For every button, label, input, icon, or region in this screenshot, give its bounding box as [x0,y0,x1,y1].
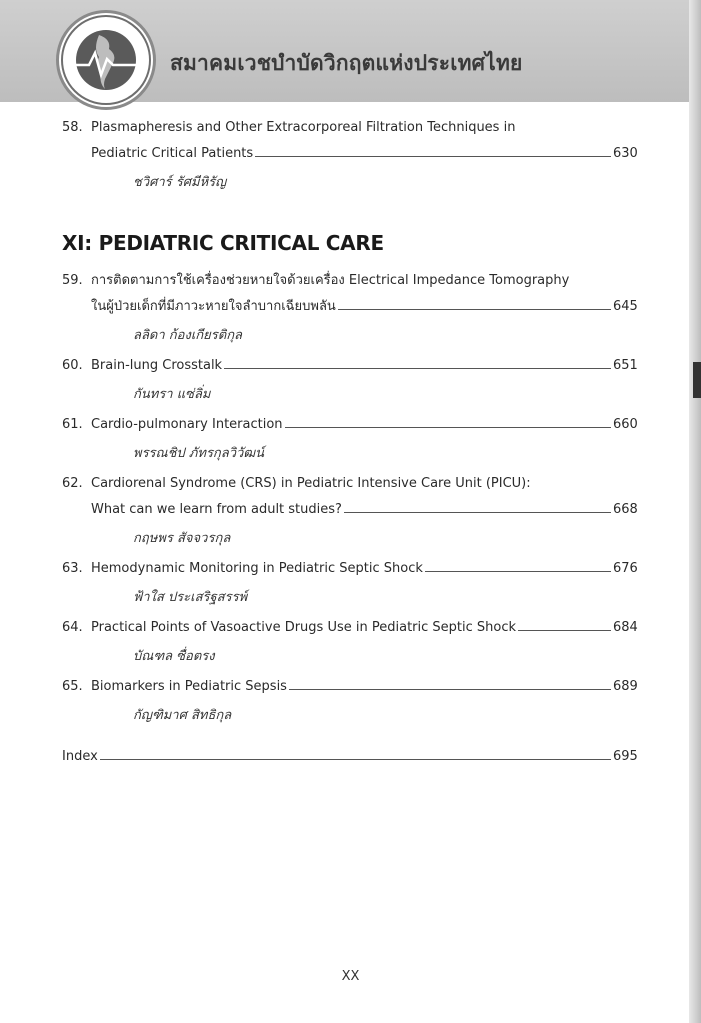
entry-title: การติดตามการใช้เครื่องช่วยหายใจด้วยเครื่อง Electrical Impedance Tomography [91,273,570,288]
entry-page: 676 [613,561,638,576]
toc-entry-65 [62,678,638,696]
toc-entry-62-line1 [62,475,635,493]
dot-leader [344,512,611,513]
entry-number: 61. [62,417,83,432]
page-edge [689,0,701,1023]
entry-page: 651 [613,358,638,373]
entry-author: บัณฑล ซื่อตรง [133,649,215,664]
entry-title: Hemodynamic Monitoring in Pediatric Septic Shock [91,561,423,576]
dot-leader [289,689,611,690]
entry-title: Cardio-pulmonary Interaction [91,417,283,432]
dot-leader [285,427,611,428]
entry-number: 58. [62,120,83,135]
toc-entry-58-line1 [62,119,635,137]
entry-page: 668 [613,502,638,517]
entry-author: ฟ้าใส ประเสริฐสรรพ์ [133,590,248,605]
entry-author: กัญฑิมาศ สิทธิกุล [133,708,232,723]
toc-entry-61 [62,416,638,434]
entry-number: 59. [62,273,83,288]
toc-entry-63 [62,560,638,578]
dot-leader [518,630,611,631]
entry-title: Biomarkers in Pediatric Sepsis [91,679,287,694]
entry-title: Practical Points of Vasoactive Drugs Use in Pediatric Septic Shock [91,620,517,635]
entry-title-cont: What can we learn from adult studies? [91,502,342,517]
dot-leader [224,368,611,369]
entry-author: ลลิดา ก้องเกียรติกุล [133,328,243,343]
dot-leader [100,759,611,760]
entry-number: 63. [62,561,83,576]
entry-number: 64. [62,620,83,635]
entry-title: Cardiorenal Syndrome (CRS) in Pediatric Intensive Care Unit (PICU): [91,476,531,491]
dot-leader [338,309,611,310]
entry-page: 645 [613,299,638,314]
entry-author: ชวิศาร์ รัศมีหิรัญ [133,175,227,190]
entry-author: กันทรา แซ่ลิ่ม [133,387,211,402]
toc-index [62,748,638,766]
toc-entry-59-line2 [62,298,638,316]
dot-leader [425,571,611,572]
toc-entry-58-line2 [62,145,638,163]
entry-author: พรรณชิป ภัทรกุลวิวัฒน์ [133,446,264,461]
toc-entry-64 [62,619,638,637]
entry-page: 689 [613,679,638,694]
entry-number: 65. [62,679,83,694]
entry-title-cont: Pediatric Critical Patients [91,146,254,161]
index-page: 695 [613,749,638,764]
entry-page: 684 [613,620,638,635]
toc-entry-59-line1 [62,272,635,290]
toc-entry-60 [62,357,638,375]
org-name: สมาคมเวชบำบัดวิกฤตแห่งประเทศไทย [170,51,523,75]
entry-title: Plasmapheresis and Other Extracorporeal Filtration Techniques in [91,120,516,135]
society-seal-logo [56,10,156,110]
page-edge-mark [693,362,701,398]
entry-page: 630 [613,146,638,161]
entry-number: 62. [62,476,83,491]
dot-leader [255,156,611,157]
toc-entry-62-line2 [62,501,638,519]
entry-title-cont: ในผู้ป่วยเด็กที่มีภาวะหายใจลำบากเฉียบพลัน [91,299,336,314]
entry-title: Brain-lung Crosstalk [91,358,223,373]
entry-author: กฤษพร สัจจวรกุล [133,531,231,546]
entry-number: 60. [62,358,83,373]
footer-page-number: XX [341,969,360,984]
index-label: Index [62,749,98,764]
entry-page: 660 [613,417,638,432]
section-heading: XI: PEDIATRIC CRITICAL CARE [62,231,384,255]
